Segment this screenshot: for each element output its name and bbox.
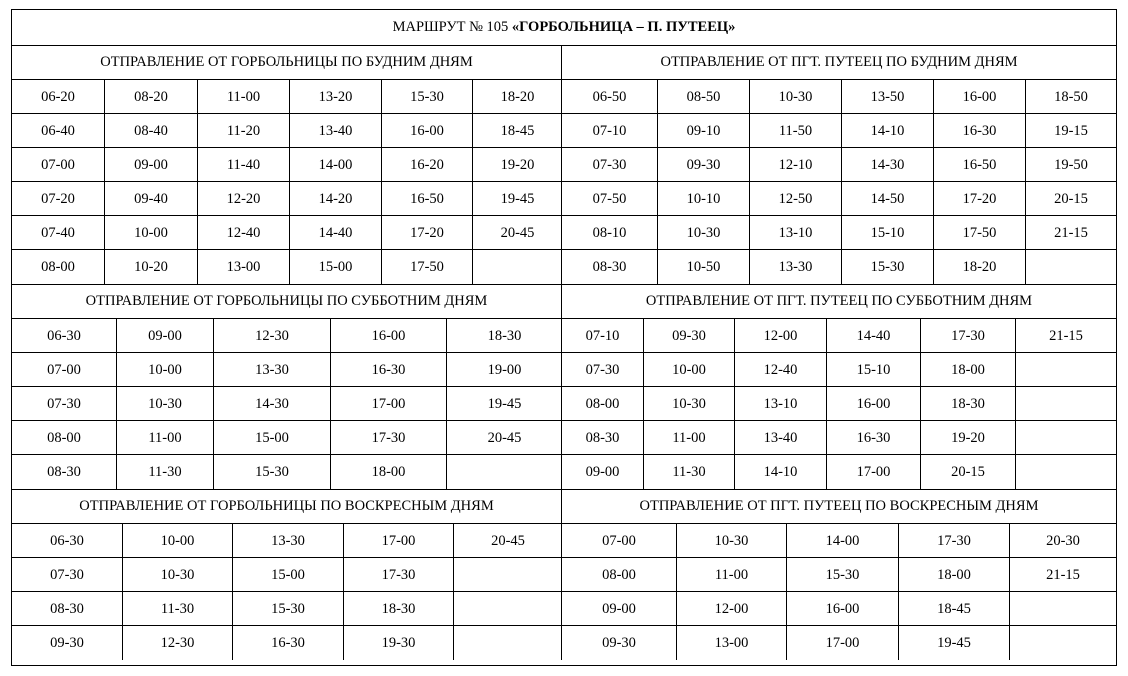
time-cell: 10-00 (644, 353, 735, 387)
sunday-from-hospital (12, 490, 562, 660)
time-cell: 18-45 (473, 114, 562, 148)
time-cell: 18-20 (934, 250, 1026, 284)
time-cell: 15-30 (382, 80, 473, 114)
time-cell: 10-00 (105, 216, 198, 250)
time-cell: 16-00 (934, 80, 1026, 114)
time-cell: 16-00 (787, 592, 899, 626)
time-cell: 20-15 (921, 455, 1016, 489)
time-cell: 13-50 (842, 80, 934, 114)
time-cell: 15-30 (214, 455, 331, 489)
time-cell: 12-50 (750, 182, 842, 216)
saturday-section (12, 285, 1116, 490)
time-cell: 09-00 (562, 592, 677, 626)
time-cell: 18-30 (921, 387, 1016, 421)
time-cell: 11-30 (117, 455, 214, 489)
time-cell: 10-20 (105, 250, 198, 284)
section-heading: ОТПРАВЛЕНИЕ ОТ ГОРБОЛЬНИЦЫ ПО БУДНИМ ДНЯМ (12, 46, 561, 80)
time-cell: 10-30 (658, 216, 750, 250)
time-cell: 19-20 (473, 148, 562, 182)
time-cell (1016, 387, 1116, 421)
time-cell: 19-15 (1026, 114, 1116, 148)
time-cell: 14-50 (842, 182, 934, 216)
time-cell: 10-30 (644, 387, 735, 421)
time-cell: 15-30 (233, 592, 344, 626)
time-cell: 14-40 (290, 216, 382, 250)
time-cell: 21-15 (1026, 216, 1116, 250)
time-cell: 14-10 (735, 455, 827, 489)
time-cell: 07-30 (562, 353, 644, 387)
time-cell: 11-00 (117, 421, 214, 455)
title-prefix: МАРШРУТ № 105 (392, 19, 512, 35)
time-cell (1010, 626, 1116, 660)
time-cell: 16-30 (331, 353, 447, 387)
time-cell: 10-50 (658, 250, 750, 284)
time-cell: 16-50 (382, 182, 473, 216)
time-cell: 07-10 (562, 114, 658, 148)
time-cell: 07-20 (12, 182, 105, 216)
time-cell: 07-30 (12, 387, 117, 421)
time-cell: 11-00 (644, 421, 735, 455)
time-cell: 12-30 (123, 626, 233, 660)
time-cell: 15-00 (290, 250, 382, 284)
time-cell: 07-00 (562, 524, 677, 558)
time-cell: 18-00 (921, 353, 1016, 387)
time-cell: 16-00 (331, 319, 447, 353)
time-cell: 15-00 (233, 558, 344, 592)
time-cell: 14-00 (787, 524, 899, 558)
time-cell: 11-50 (750, 114, 842, 148)
route-name: «ГОРБОЛЬНИЦА – П. ПУТЕЕЦ» (511, 19, 736, 35)
time-cell: 12-40 (198, 216, 290, 250)
time-cell: 21-15 (1010, 558, 1116, 592)
time-cell: 10-30 (750, 80, 842, 114)
time-cell: 13-30 (750, 250, 842, 284)
time-cell: 11-00 (677, 558, 787, 592)
time-cell: 09-40 (105, 182, 198, 216)
time-cell: 09-30 (12, 626, 123, 660)
time-cell: 19-00 (447, 353, 562, 387)
time-cell: 17-50 (382, 250, 473, 284)
time-cell: 19-30 (344, 626, 454, 660)
time-cell: 09-00 (562, 455, 644, 489)
time-cell: 18-30 (447, 319, 562, 353)
time-cell: 10-00 (117, 353, 214, 387)
time-cell: 12-20 (198, 182, 290, 216)
time-cell: 17-50 (934, 216, 1026, 250)
time-cell: 19-20 (921, 421, 1016, 455)
time-cell: 16-20 (382, 148, 473, 182)
time-cell: 17-00 (344, 524, 454, 558)
time-cell: 19-45 (473, 182, 562, 216)
time-cell: 16-30 (934, 114, 1026, 148)
time-cell: 13-20 (290, 80, 382, 114)
time-cell: 10-10 (658, 182, 750, 216)
time-cell: 19-50 (1026, 148, 1116, 182)
time-cell: 13-00 (677, 626, 787, 660)
time-cell (1026, 250, 1116, 284)
weekday-section (12, 46, 1116, 285)
time-cell: 15-30 (787, 558, 899, 592)
time-cell: 07-30 (12, 558, 123, 592)
time-cell: 14-40 (827, 319, 921, 353)
time-cell: 10-00 (123, 524, 233, 558)
time-cell: 17-00 (787, 626, 899, 660)
section-heading: ОТПРАВЛЕНИЕ ОТ ГОРБОЛЬНИЦЫ ПО СУББОТНИМ ДНЯМ (12, 285, 561, 319)
time-cell: 12-00 (677, 592, 787, 626)
time-cell: 17-30 (344, 558, 454, 592)
time-cell: 13-40 (290, 114, 382, 148)
section-heading: ОТПРАВЛЕНИЕ ОТ ПГТ. ПУТЕЕЦ ПО БУДНИМ ДНЯМ (562, 46, 1116, 80)
section-heading: ОТПРАВЛЕНИЕ ОТ ГОРБОЛЬНИЦЫ ПО ВОСКРЕСНЫМ ДНЯМ (12, 490, 561, 524)
time-cell: 06-30 (12, 524, 123, 558)
time-cell: 07-50 (562, 182, 658, 216)
time-cell: 14-00 (290, 148, 382, 182)
time-cell (1016, 421, 1116, 455)
weekday-from-puteec (562, 46, 1116, 284)
time-cell (473, 250, 562, 284)
time-cell: 07-40 (12, 216, 105, 250)
section-heading: ОТПРАВЛЕНИЕ ОТ ПГТ. ПУТЕЕЦ ПО СУББОТНИМ ДНЯМ (562, 285, 1116, 319)
time-cell (454, 558, 562, 592)
time-cell: 13-10 (750, 216, 842, 250)
time-cell: 09-00 (117, 319, 214, 353)
time-cell: 12-30 (214, 319, 331, 353)
sunday-section (12, 490, 1116, 660)
time-cell: 18-00 (331, 455, 447, 489)
time-cell: 18-50 (1026, 80, 1116, 114)
time-cell: 17-20 (382, 216, 473, 250)
time-cell: 16-00 (827, 387, 921, 421)
time-cell: 15-10 (842, 216, 934, 250)
time-cell (447, 455, 562, 489)
time-cell: 08-30 (12, 592, 123, 626)
time-cell: 07-10 (562, 319, 644, 353)
time-cell: 08-00 (12, 250, 105, 284)
time-cell: 16-30 (827, 421, 921, 455)
time-cell: 10-30 (677, 524, 787, 558)
saturday-from-hospital (12, 285, 562, 489)
time-cell: 06-20 (12, 80, 105, 114)
time-cell: 16-00 (382, 114, 473, 148)
time-cell: 07-00 (12, 353, 117, 387)
time-cell: 21-15 (1016, 319, 1116, 353)
time-cell: 06-50 (562, 80, 658, 114)
time-cell (1010, 592, 1116, 626)
time-cell: 11-30 (123, 592, 233, 626)
time-cell: 17-30 (921, 319, 1016, 353)
time-cell: 15-30 (842, 250, 934, 284)
time-cell: 08-00 (562, 387, 644, 421)
time-cell: 13-10 (735, 387, 827, 421)
time-cell: 14-30 (214, 387, 331, 421)
time-cell: 17-30 (331, 421, 447, 455)
time-cell: 08-10 (562, 216, 658, 250)
time-cell: 07-30 (562, 148, 658, 182)
timetable (11, 9, 1117, 666)
time-cell: 15-00 (214, 421, 331, 455)
time-cell: 12-40 (735, 353, 827, 387)
time-cell: 18-30 (344, 592, 454, 626)
time-cell: 17-00 (827, 455, 921, 489)
time-cell: 17-30 (899, 524, 1010, 558)
time-cell: 13-30 (214, 353, 331, 387)
section-heading: ОТПРАВЛЕНИЕ ОТ ПГТ. ПУТЕЕЦ ПО ВОСКРЕСНЫМ ДНЯМ (562, 490, 1116, 524)
time-cell: 10-30 (123, 558, 233, 592)
time-cell (1016, 455, 1116, 489)
time-cell: 11-30 (644, 455, 735, 489)
timetable-title (12, 10, 1116, 46)
time-cell: 09-30 (644, 319, 735, 353)
time-cell: 08-00 (12, 421, 117, 455)
time-cell: 08-20 (105, 80, 198, 114)
time-cell: 11-00 (198, 80, 290, 114)
time-cell: 08-30 (562, 421, 644, 455)
time-cell: 18-00 (899, 558, 1010, 592)
time-cell: 08-40 (105, 114, 198, 148)
time-cell: 14-30 (842, 148, 934, 182)
time-cell: 08-30 (12, 455, 117, 489)
time-cell: 19-45 (447, 387, 562, 421)
time-cell: 13-30 (233, 524, 344, 558)
time-cell: 08-30 (562, 250, 658, 284)
weekday-from-hospital (12, 46, 562, 284)
time-cell: 17-00 (331, 387, 447, 421)
time-cell: 06-30 (12, 319, 117, 353)
time-cell: 16-30 (233, 626, 344, 660)
saturday-from-puteec (562, 285, 1116, 489)
time-cell: 20-45 (454, 524, 562, 558)
time-cell: 13-40 (735, 421, 827, 455)
time-cell: 15-10 (827, 353, 921, 387)
time-cell: 09-30 (658, 148, 750, 182)
time-cell: 17-20 (934, 182, 1026, 216)
time-cell: 20-15 (1026, 182, 1116, 216)
time-cell: 20-45 (447, 421, 562, 455)
time-cell: 14-20 (290, 182, 382, 216)
time-cell: 20-30 (1010, 524, 1116, 558)
time-cell (454, 626, 562, 660)
sunday-from-puteec (562, 490, 1116, 660)
time-cell: 11-40 (198, 148, 290, 182)
time-cell: 13-00 (198, 250, 290, 284)
time-cell: 10-30 (117, 387, 214, 421)
time-cell: 12-00 (735, 319, 827, 353)
time-cell: 09-00 (105, 148, 198, 182)
time-cell: 19-45 (899, 626, 1010, 660)
time-cell (1016, 353, 1116, 387)
time-cell: 06-40 (12, 114, 105, 148)
time-cell: 08-50 (658, 80, 750, 114)
time-cell: 18-20 (473, 80, 562, 114)
time-cell (454, 592, 562, 626)
time-cell: 08-00 (562, 558, 677, 592)
time-cell: 14-10 (842, 114, 934, 148)
time-cell: 12-10 (750, 148, 842, 182)
time-cell: 11-20 (198, 114, 290, 148)
time-cell: 09-30 (562, 626, 677, 660)
time-cell: 07-00 (12, 148, 105, 182)
time-cell: 16-50 (934, 148, 1026, 182)
time-cell: 18-45 (899, 592, 1010, 626)
time-cell: 09-10 (658, 114, 750, 148)
time-cell: 20-45 (473, 216, 562, 250)
